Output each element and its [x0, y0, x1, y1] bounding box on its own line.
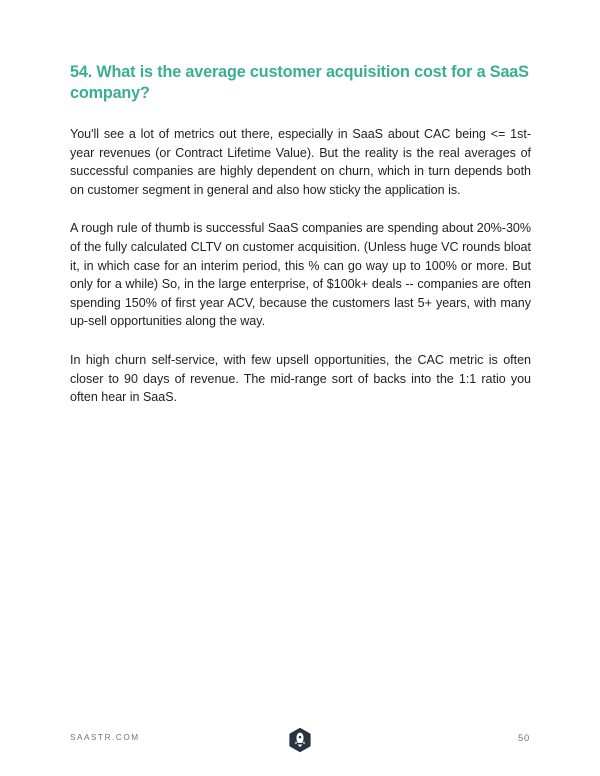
- page-title: 54. What is the average customer acquisition cost for a SaaS company?: [70, 63, 529, 102]
- body-paragraph: In high churn self-service, with few upsell opportunities, the CAC metric is often closer to 90 days of revenue. The mid-range sort of backs into the 1:1 ratio you often hear in SaaS.: [70, 352, 531, 405]
- body-paragraph: A rough rule of thumb is successful SaaS companies are spending about 20%-30% of the fully calculated CLTV on customer acquisition. (Unless huge VC rounds bloat it, in which case for an interim period, this % can go way up to 100% or more. But only for a while) So, in the large enterprise, of $100k+ deals -- companies are often spending 150% of first year ACV, because the customers last 5+ years, with many up-sell opportunities along the way.: [70, 221, 531, 329]
- body-paragraph: You'll see a lot of metrics out there, especially in SaaS about CAC being <= 1st-year revenues (or Contract Lifetime Value). But the reality is the real averages of successful companies are highly dependent on churn, which in turn depends both on customer segment in general and also how sticky the application is.: [70, 127, 531, 197]
- page-footer: [70, 727, 530, 753]
- page-content: [70, 62, 531, 407]
- page-number: 50: [517, 732, 530, 743]
- saastr-hexagon-rocket-logo-icon: [288, 727, 312, 753]
- footer-site-label: SAASTR.COM: [70, 733, 140, 742]
